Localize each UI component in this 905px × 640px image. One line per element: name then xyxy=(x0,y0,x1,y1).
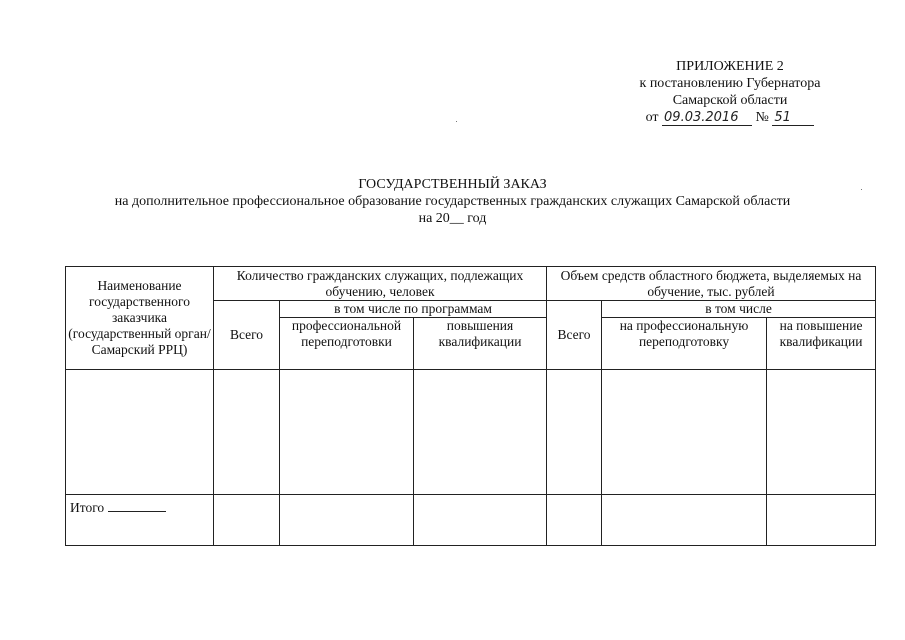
header-to-retraining: на профессиональную переподготовку xyxy=(602,318,767,370)
table-cell xyxy=(602,495,767,546)
document-year: на 20__ год xyxy=(418,211,487,226)
appendix-date-number xyxy=(600,109,860,126)
header-count-total: Всего xyxy=(214,301,280,370)
table-cell xyxy=(767,370,876,495)
total-row xyxy=(66,495,876,546)
table-cell xyxy=(280,495,414,546)
table-cell xyxy=(214,495,280,546)
table-cell xyxy=(280,370,414,495)
number-prefix: № xyxy=(755,110,769,125)
header-including: в том числе xyxy=(602,301,876,318)
header-to-qualification: на повышение квалификации xyxy=(767,318,876,370)
appendix-block xyxy=(600,58,860,126)
table-cell xyxy=(414,370,547,495)
header-customer: Наименование государственного заказчика (государственный орган/Самарский РРЦ) xyxy=(66,267,214,370)
total-label: Итого xyxy=(70,500,105,515)
table-row xyxy=(66,370,876,495)
handwritten-number: 51 xyxy=(772,111,814,126)
document-title: ГОСУДАРСТВЕННЫЙ ЗАКАЗ xyxy=(358,177,547,192)
table-cell xyxy=(414,495,547,546)
handwritten-date: 09.03.2016 xyxy=(662,111,752,126)
state-order-table xyxy=(65,266,876,546)
header-qualification: повышения квалификации xyxy=(414,318,547,370)
header-count-group: Количество гражданских служащих, подлежащих обучению, человек xyxy=(214,267,547,301)
table-cell xyxy=(66,370,214,495)
appendix-decree: к постановлению Губернатора xyxy=(639,76,821,91)
header-by-programs: в том числе по программам xyxy=(280,301,547,318)
header-budget-group: Объем средств областного бюджета, выделяемых на обучение, тыс. рублей xyxy=(547,267,876,301)
document-subtitle: на дополнительное профессиональное образование государственных гражданских служащих Самарской области xyxy=(114,194,791,209)
table-cell xyxy=(214,370,280,495)
table-cell xyxy=(547,495,602,546)
document-heading xyxy=(0,176,905,227)
appendix-title: ПРИЛОЖЕНИЕ 2 xyxy=(676,59,784,74)
table-cell xyxy=(547,370,602,495)
appendix-region: Самарской области xyxy=(672,93,788,108)
total-blank-line xyxy=(108,499,166,512)
header-budget-total: Всего xyxy=(547,301,602,370)
scan-speck xyxy=(456,121,457,122)
table-cell xyxy=(602,370,767,495)
header-retraining: профессиональной переподготовки xyxy=(280,318,414,370)
total-label-cell xyxy=(66,495,214,546)
date-prefix: от xyxy=(645,110,659,125)
table-cell xyxy=(767,495,876,546)
